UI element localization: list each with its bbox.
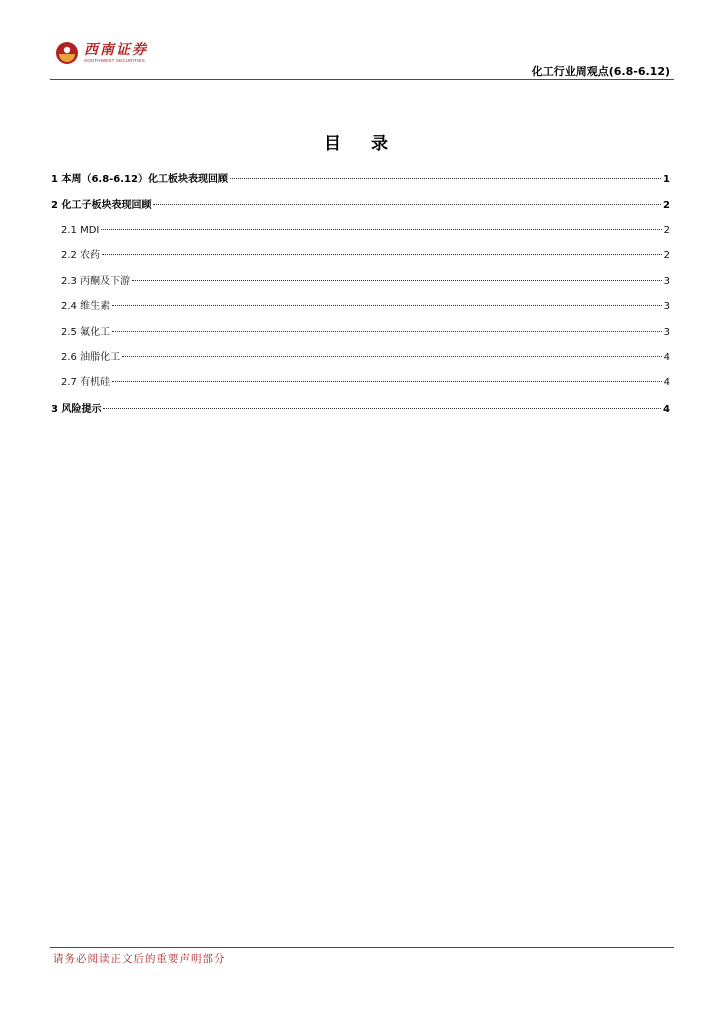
page-header [0, 0, 724, 82]
toc-entry-page: 1 [663, 174, 670, 185]
toc-leader-dots [112, 305, 662, 306]
toc-entry-label: 2.2 农药 [61, 250, 101, 261]
toc-entry-label: 2.6 油脂化工 [61, 352, 121, 363]
toc-entry[interactable] [61, 223, 670, 239]
logo-english-name: SOUTHWEST SECURITIES [84, 58, 145, 63]
toc-entry[interactable] [61, 375, 670, 391]
footer-divider [50, 947, 674, 948]
toc-leader-dots [112, 331, 662, 332]
toc-entry-page: 4 [663, 352, 670, 363]
toc-entry[interactable] [51, 402, 670, 418]
toc-entry-label: 2.7 有机硅 [61, 377, 111, 388]
toc-entry-label: 2.4 维生素 [61, 301, 111, 312]
company-logo [55, 41, 148, 65]
toc-entry[interactable] [61, 274, 670, 290]
toc-entry[interactable] [61, 325, 670, 341]
toc-entry-label: 1 本周（6.8-6.12）化工板块表现回顾 [51, 174, 228, 185]
header-divider [50, 79, 674, 80]
toc-entry-page: 3 [663, 301, 670, 312]
toc-entry-page: 2 [663, 225, 670, 236]
toc-entry-page: 4 [663, 404, 670, 415]
toc-entry[interactable] [51, 198, 670, 214]
toc-entry[interactable] [61, 248, 670, 264]
toc-entry-label: 2.1 MDI [61, 225, 100, 236]
toc-entry-label: 2 化工子板块表现回顾 [51, 200, 152, 211]
southwest-securities-logo-icon [55, 41, 79, 65]
toc-leader-dots [101, 229, 661, 230]
toc-leader-dots [153, 204, 661, 205]
toc-leader-dots [122, 356, 662, 357]
toc-entry[interactable] [61, 299, 670, 315]
toc-entry-page: 2 [663, 250, 670, 261]
logo-chinese-name: 西南证券 [84, 42, 148, 58]
toc-entry-page: 3 [663, 327, 670, 338]
toc-leader-dots [102, 254, 662, 255]
footer-disclaimer: 请务必阅读正文后的重要声明部分 [53, 953, 226, 965]
toc-leader-dots [132, 280, 662, 281]
toc-entry-page: 4 [663, 377, 670, 388]
toc-entry-label: 2.3 丙酮及下游 [61, 276, 131, 287]
report-title: 化工行业周观点(6.8-6.12) [531, 65, 670, 78]
toc-leader-dots [103, 408, 661, 409]
toc-leader-dots [112, 381, 662, 382]
toc-entry-page: 2 [663, 200, 670, 211]
toc-leader-dots [230, 178, 661, 179]
toc-entry[interactable] [51, 172, 670, 188]
toc-entry-label: 3 风险提示 [51, 404, 102, 415]
toc-title: 目 录 [324, 134, 400, 154]
toc-entry-label: 2.5 氟化工 [61, 327, 111, 338]
toc-entry-page: 3 [663, 276, 670, 287]
toc-entry[interactable] [61, 350, 670, 366]
